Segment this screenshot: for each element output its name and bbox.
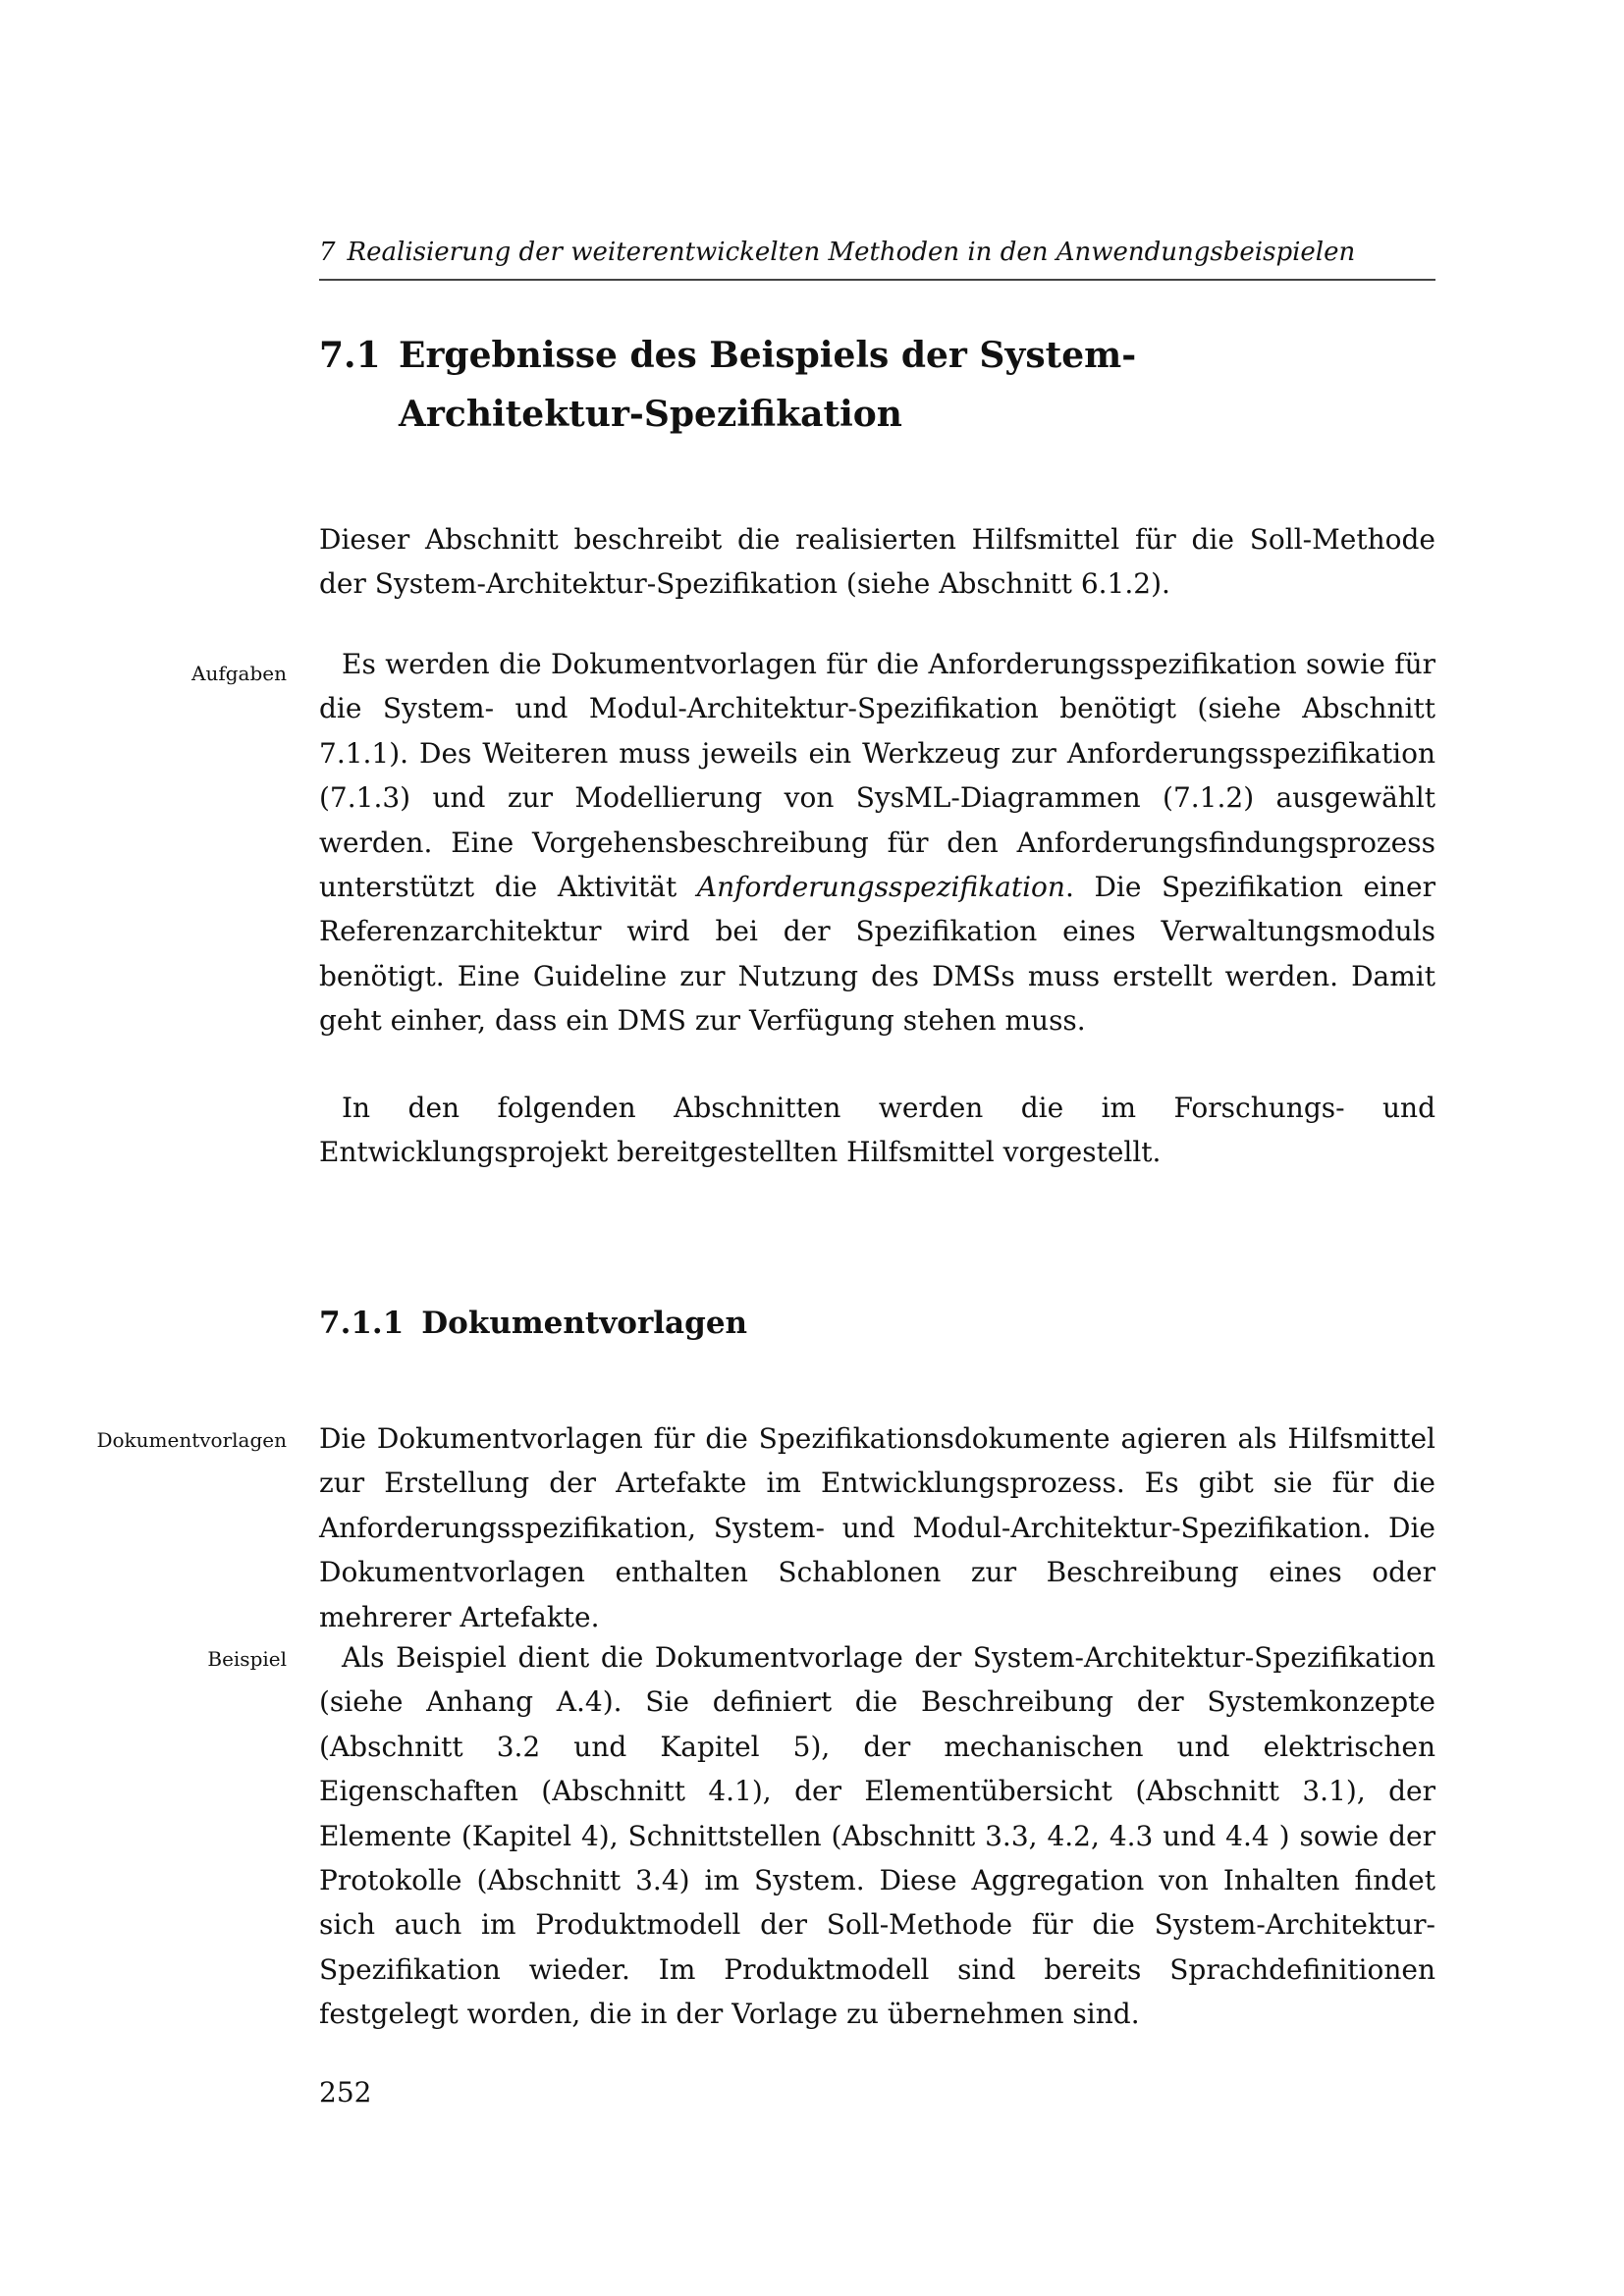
margin-note-tasks: Aufgaben — [191, 662, 287, 685]
margin-note-templates: Dokumentvorlagen — [96, 1428, 287, 1452]
section-heading — [319, 326, 1184, 444]
subsection-number: 7.1.1 — [319, 1306, 405, 1341]
section-title: Ergebnisse des Beispiels der System-Architektur-Spezifikation — [399, 335, 1137, 435]
tasks-italic-term: Anforderungsspezifikation — [696, 871, 1065, 904]
running-header — [319, 236, 1435, 281]
example-paragraph: Als Beispiel dient die Dokumentvorlage der System-Architektur-Spezifikation (siehe Anhang A.4). Sie definiert die Beschreibung der Systemkonzepte (Abschnitt 3.2 und Kapitel 5), der mechanischen und elektrischen Eigenschaften (Abschnitt 4.1), der Elementübersicht (Abschnitt 3.1), der Elemente (Kapitel 4), Schnittstellen (Abschnitt 3.3, 4.2, 4.3 und 4.4 ) sowie der Protokolle (Abschnitt 3.4) im System. Diese Aggregation von Inhalten findet sich auch im Produktmodell der Soll-Methode für die System-Architektur-Spezifikation wieder. Im Produktmodell sind bereits Sprachdefinitionen festgelegt worden, die in der Vorlage zu übernehmen sind. — [319, 1641, 1435, 2031]
section-number: 7.1 — [319, 335, 381, 376]
running-header-chapter-title: Realisierung der weiterentwickelten Methoden in den Anwendungsbeispielen — [347, 238, 1356, 267]
subsection-heading — [319, 1302, 747, 1345]
templates-paragraph: Die Dokumentvorlagen für die Spezifikationsdokumente agieren als Hilfsmittel zur Erstellung der Artefakte im Entwicklungsprozess. Es gibt sie für die Anforderungsspezifikation, System- und Modul-Architektur-Spezifikation. Die Dokumentvorlagen enthalten Schablonen zur Beschreibung eines oder mehrerer Artefakte. — [319, 1422, 1435, 1633]
tasks-paragraph — [319, 642, 1435, 1043]
tasks-text-part-2: . Die Spezifikation einer Referenzarchitektur wird bei der Spezifikation eines Verwaltungsmoduls benötigt. Eine Guideline zur Nutzung des DMSs muss erstellt werden. Damit geht einher, dass ein DMS zur Verfügung stehen muss. — [319, 871, 1436, 1038]
following-paragraph: In den folgenden Abschnitten werden die im Forschungs- und Entwicklungsprojekt bereitgestellten Hilfsmittel vorgestellt. — [319, 1092, 1435, 1169]
tasks-text-part-1: Es werden die Dokumentvorlagen für die Anforderungsspezifikation sowie für die System- und Modul-Architektur-Spezifikation benötigt (siehe Abschnitt 7.1.1). Des Weiteren muss jeweils ein Werkzeug zur Anforderungsspezifikation (7.1.3) und zur Modellierung von SysML-Diagrammen (7.1.2) ausgewählt werden. Eine Vorgehensbeschreibung für den Anforderungsfindungsprozess unterstützt die Aktivität — [319, 648, 1435, 904]
running-header-chapter-number: 7 — [319, 238, 336, 267]
page-number: 252 — [319, 2076, 372, 2109]
margin-note-example: Beispiel — [207, 1647, 287, 1671]
intro-paragraph: Dieser Abschnitt beschreibt die realisierten Hilfsmittel für die Soll-Methode der System-Architektur-Spezifikation (siehe Abschnitt 6.1.2). — [319, 523, 1435, 601]
subsection-title: Dokumentvorlagen — [421, 1306, 748, 1341]
